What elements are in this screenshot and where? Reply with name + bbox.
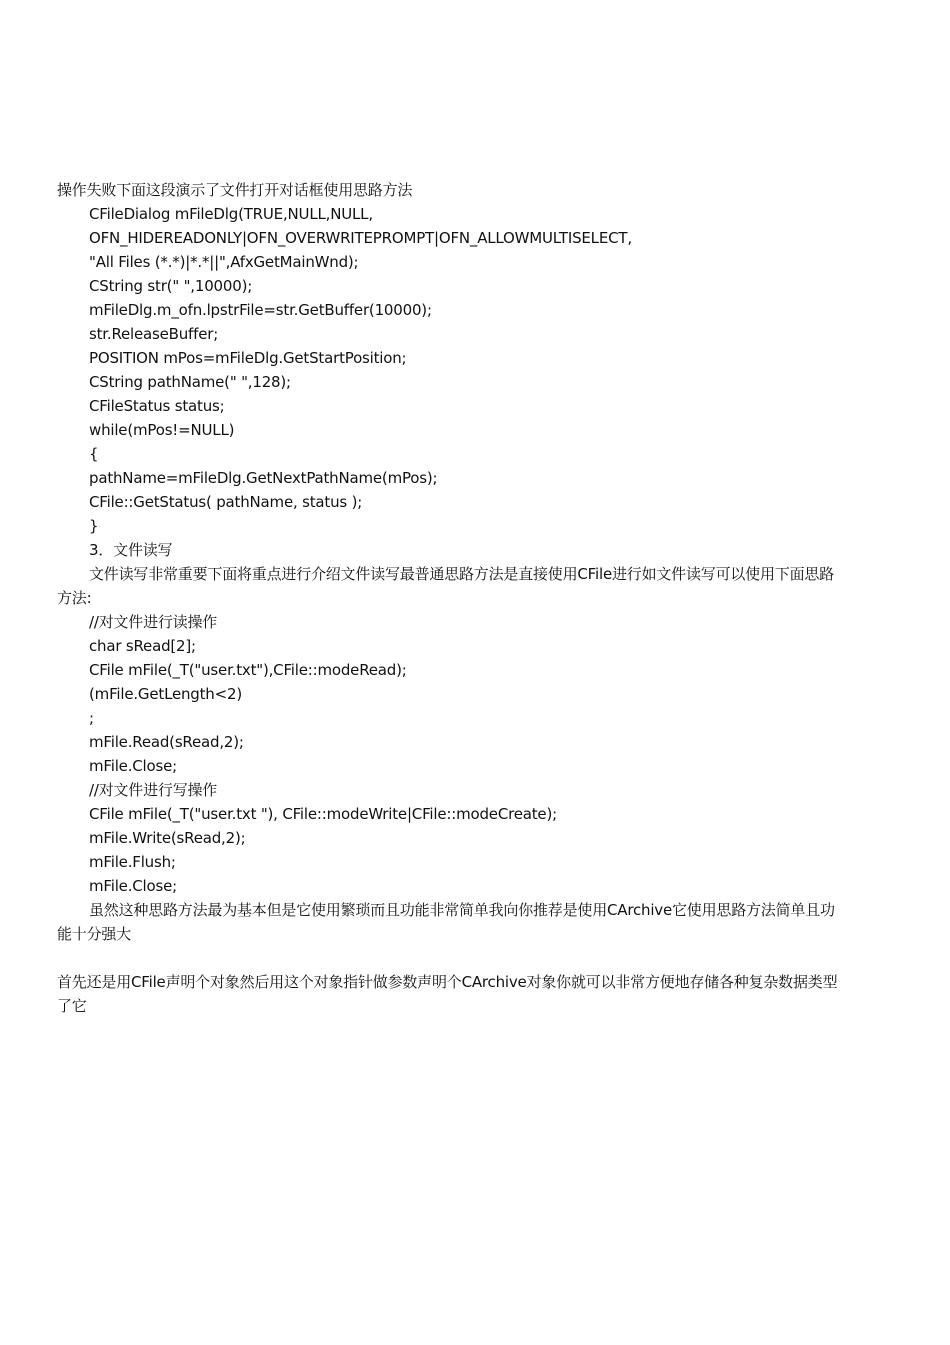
section-heading: 3．文件读写 bbox=[89, 541, 173, 559]
code-line: //对文件进行写操作 bbox=[89, 781, 218, 799]
intro-text: 操作失败下面这段演示了文件打开对话框使用思路方法 bbox=[57, 181, 413, 199]
code-line: mFileDlg.m_ofn.lpstrFile=str.GetBuffer(10000); bbox=[89, 301, 432, 319]
code-line: pathName=mFileDlg.GetNextPathName(mPos); bbox=[89, 469, 438, 487]
code-line: mFile.Close; bbox=[89, 757, 177, 775]
code-line: mFile.Read(sRead,2); bbox=[89, 733, 244, 751]
code-line: ; bbox=[89, 709, 94, 727]
code-line: mFile.Close; bbox=[89, 877, 177, 895]
code-line: CFileDialog mFileDlg(TRUE,NULL,NULL, bbox=[89, 205, 373, 223]
code-block-file-dialog bbox=[57, 202, 847, 538]
paragraph-carchive-usage: 首先还是用CFile声明个对象然后用这个对象指针做参数声明个CArchive对象你就可以非常方便地存储各种复杂数据类型了它 bbox=[57, 973, 838, 1015]
code-line: CFileStatus status; bbox=[89, 397, 225, 415]
code-line: CString pathName(" ",128); bbox=[89, 373, 291, 391]
document-body bbox=[57, 178, 847, 1018]
code-line: CString str(" ",10000); bbox=[89, 277, 253, 295]
code-line: mFile.Flush; bbox=[89, 853, 176, 871]
paragraph-gap bbox=[57, 946, 847, 970]
code-line: CFile mFile(_T("user.txt"),CFile::modeRead); bbox=[89, 661, 407, 679]
code-line: str.ReleaseBuffer; bbox=[89, 325, 219, 343]
code-line: "All Files (*.*)|*.*||",AfxGetMainWnd); bbox=[89, 253, 359, 271]
code-block-file-rw bbox=[57, 610, 847, 898]
code-line: { bbox=[89, 445, 99, 463]
code-line: } bbox=[89, 517, 99, 535]
code-line: mFile.Write(sRead,2); bbox=[89, 829, 246, 847]
code-line: OFN_HIDEREADONLY|OFN_OVERWRITEPROMPT|OFN_ALLOWMULTISELECT, bbox=[89, 229, 632, 247]
code-line: POSITION mPos=mFileDlg.GetStartPosition; bbox=[89, 349, 407, 367]
section-paragraph: 文件读写非常重要下面将重点进行介绍文件读写最普通思路方法是直接使用CFile进行如文件读写可以使用下面思路方法: bbox=[57, 565, 834, 607]
code-line: CFile::GetStatus( pathName, status ); bbox=[89, 493, 363, 511]
code-line: char sRead[2]; bbox=[89, 637, 196, 655]
code-line: //对文件进行读操作 bbox=[89, 613, 218, 631]
code-line: (mFile.GetLength<2) bbox=[89, 685, 242, 703]
paragraph-carchive-intro: 虽然这种思路方法最为基本但是它使用繁琐而且功能非常简单我向你推荐是使用CArchive它使用思路方法简单且功能十分强大 bbox=[57, 901, 835, 943]
code-line: while(mPos!=NULL) bbox=[89, 421, 235, 439]
code-line: CFile mFile(_T("user.txt "), CFile::modeWrite|CFile::modeCreate); bbox=[89, 805, 557, 823]
